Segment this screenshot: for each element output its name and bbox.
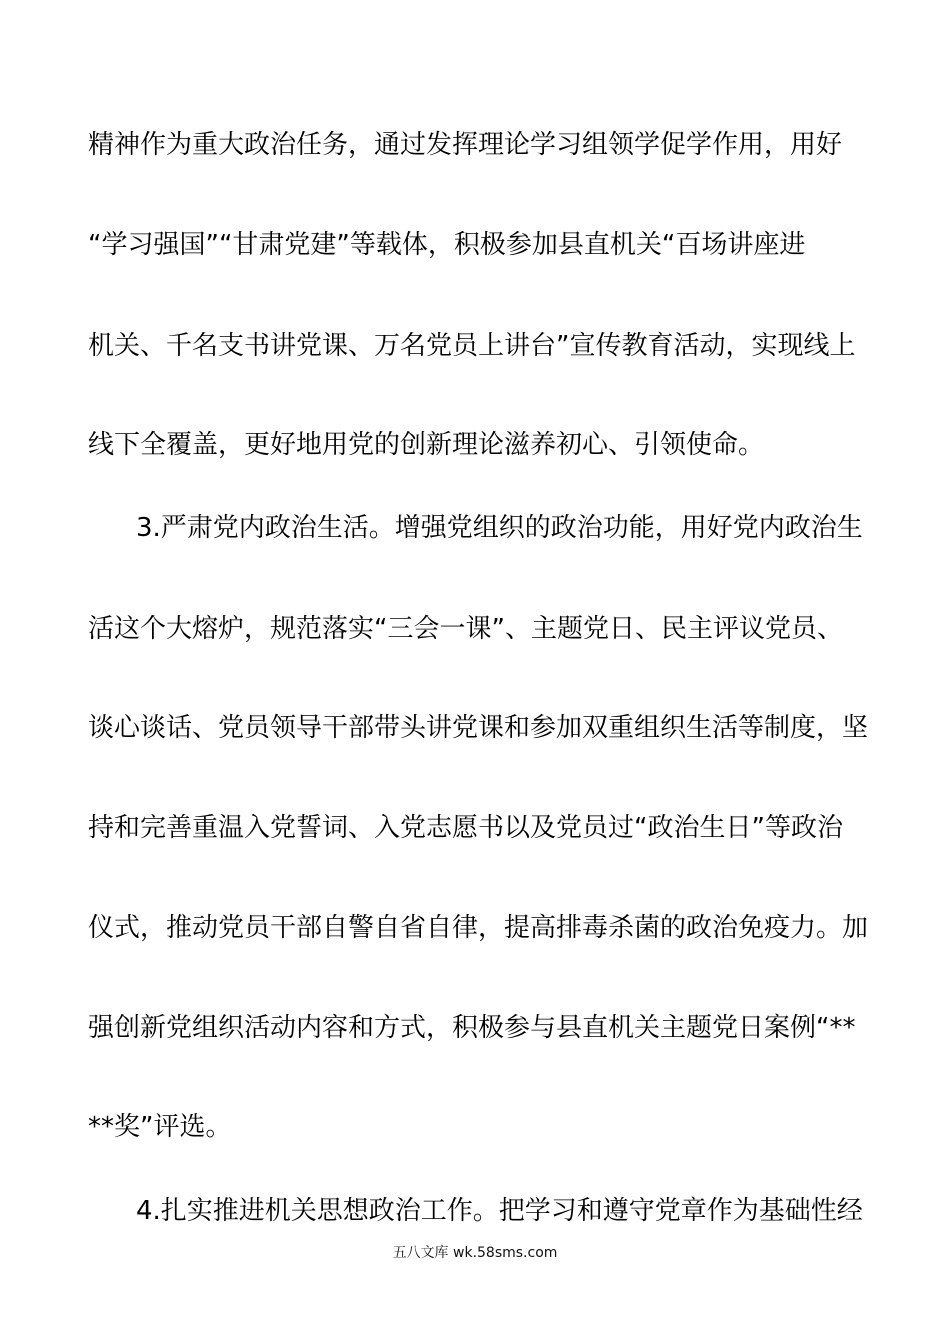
- paragraph-line-7: 谈心谈话、党员领导干部带头讲党课和参加双重组织生活等制度，坚: [88, 713, 869, 743]
- section-heading-3: 3.严肃党内政治生活。增强党组织的政治功能，用好党内政治生: [136, 513, 863, 543]
- paragraph-line-8: 持和完善重温入党誓词、入党志愿书以及党员过“政治生日”等政治: [88, 813, 843, 843]
- footer-watermark: 五八文库 wk.58sms.com: [392, 1245, 558, 1261]
- section-heading-4: 4.扎实推进机关思想政治工作。把学习和遵守党章作为基础性经: [136, 1196, 863, 1226]
- paragraph-line-3: 机关、千名支书讲党课、万名党员上讲台”宣传教育活动，实现线上: [88, 331, 856, 361]
- paragraph-line-1: 精神作为重大政治任务，通过发挥理论学习组领学促学作用，用好: [88, 130, 843, 160]
- paragraph-line-6: 活这个大熔炉，规范落实“三会一课”、主题党日、民主评议党员、: [88, 614, 843, 644]
- paragraph-line-9: 仪式，推动党员干部自警自省自律，提高排毒杀菌的政治免疫力。加: [88, 913, 869, 943]
- paragraph-line-10: 强创新党组织活动内容和方式，积极参与县直机关主题党日案例“**: [88, 1013, 856, 1043]
- paragraph-line-11: **奖”评选。: [88, 1112, 232, 1142]
- paragraph-line-4: 线下全覆盖，更好地用党的创新理论滋养初心、引领使命。: [88, 430, 765, 460]
- paragraph-line-2: “学习强国”“甘肃党建”等载体，积极参加县直机关“百场讲座进: [88, 230, 806, 260]
